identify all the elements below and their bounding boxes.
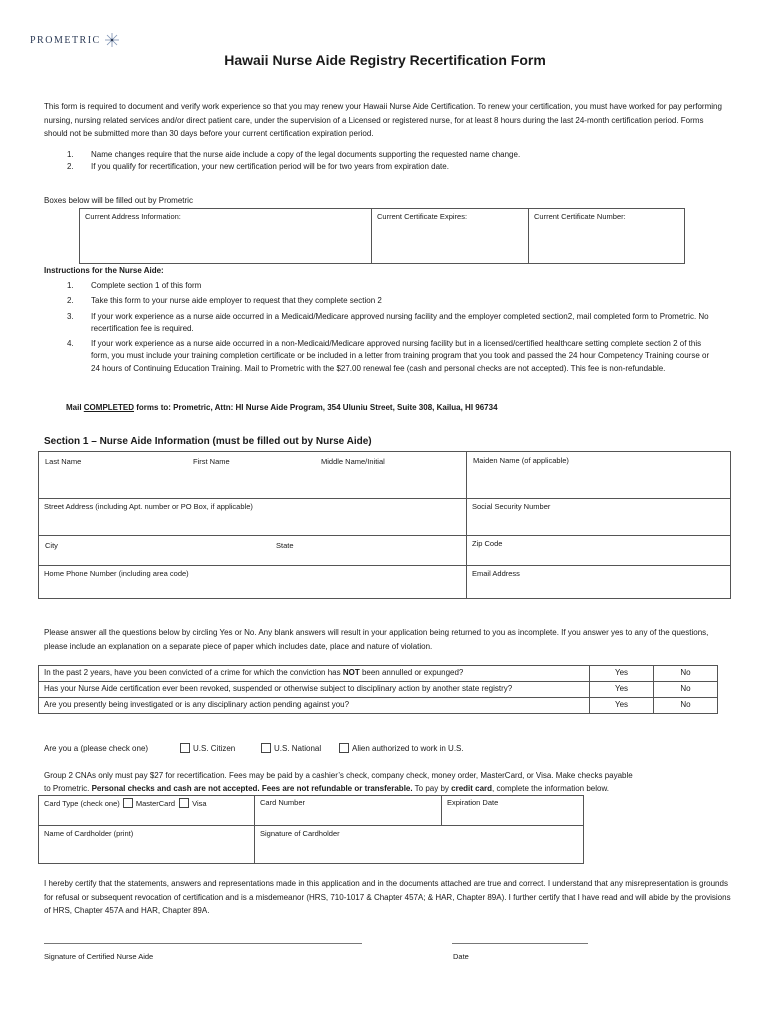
current-address-box[interactable] <box>80 209 372 264</box>
question-3: Are you presently being investigated or is any disciplinary action pending against you? <box>39 698 590 714</box>
signature-line[interactable] <box>44 943 362 944</box>
signature-label: Signature of Certified Nurse Aide <box>44 952 154 961</box>
visa-label: Visa <box>192 799 207 808</box>
visa-checkbox[interactable] <box>179 798 189 808</box>
list-item: 1. Name changes require that the nurse aide include a copy of the legal documents supporting the requested name change. <box>67 150 521 159</box>
city-field[interactable]: City <box>45 541 58 550</box>
us-national-label: U.S. National <box>274 743 322 753</box>
intro-paragraph: This form is required to document and verify work experience so that you may renew your Hawaii Nurse Aide Certification. To renew your certification, you must have worked for pay performing nursing, nursing related services and/or direct patient care, under the supervision of a Licensed or registered nurse, for at least 8 hours during the last 24-month certification period. Forms should not be submitted more than 30 days before your current certification expiration period. <box>44 102 722 138</box>
question-3-no[interactable]: No <box>654 698 718 714</box>
home-phone-field[interactable]: Home Phone Number (including area code) <box>39 566 467 599</box>
last-name-field[interactable]: Last Name <box>45 457 82 466</box>
us-national-checkbox[interactable] <box>261 743 271 753</box>
city-state-cell <box>39 536 467 566</box>
alien-authorized-label: Alien authorized to work in U.S. <box>352 743 464 753</box>
question-1-yes[interactable]: Yes <box>590 666 654 682</box>
name-cell <box>39 452 467 499</box>
section1-heading: Section 1 – Nurse Aide Information (must be filled out by Nurse Aide) <box>44 436 372 447</box>
email-field[interactable]: Email Address <box>467 566 731 599</box>
question-2-no[interactable]: No <box>654 682 718 698</box>
state-field[interactable]: State <box>276 541 294 550</box>
first-name-field[interactable]: First Name <box>193 457 230 466</box>
question-1: In the past 2 years, have you been convicted of a crime for which the conviction has NOT been annulled or expunged? <box>39 666 590 682</box>
mastercard-checkbox[interactable] <box>123 798 133 808</box>
certification-statement: I hereby certify that the statements, answers and representations made in this application and in the documents attached are true and correct. I understand that any misrepresentation is grounds for refusal or subsequent revocation of certification and is a misdemeanor (HRS, 710-1017 & Chapter 457A; & HAR, Chapter 89A). I further certify that I have read and will abide by the provisions of HRS, Chapter 457A and HAR, Chapter 89A. <box>44 879 731 915</box>
expiration-date-field[interactable]: Expiration Date <box>442 796 584 826</box>
instructions-heading: Instructions for the Nurse Aide: <box>44 266 164 275</box>
ssn-field[interactable]: Social Security Number <box>467 499 731 536</box>
questions-intro: Please answer all the questions below by circling Yes or No. Any blank answers will result in your application being returned to you as incomplete. If you answer yes to any of the questions, please include an explanation on a separate piece of paper which includes date, place and nature of violation. <box>44 628 709 651</box>
notes-list <box>66 149 706 174</box>
payment-line-2: to Prometric. Personal checks and cash are not accepted. Fees are not refundable or transferable. To pay by credit card, complete the information below. <box>44 783 609 793</box>
us-citizen-label: U.S. Citizen <box>193 743 236 753</box>
nurse-aide-info-table <box>38 451 731 599</box>
middle-name-field[interactable]: Middle Name/Initial <box>321 457 385 466</box>
cardholder-name-field[interactable]: Name of Cardholder (print) <box>39 826 255 864</box>
page-title: Hawaii Nurse Aide Registry Recertification Form <box>224 52 546 68</box>
prometric-star-icon <box>104 32 120 48</box>
current-address-label: Current Address Information: <box>85 212 181 221</box>
question-2-yes[interactable]: Yes <box>590 682 654 698</box>
date-label: Date <box>453 952 469 961</box>
current-expires-box[interactable] <box>372 209 529 264</box>
current-number-label: Current Certificate Number: <box>534 212 626 221</box>
cardholder-signature-field[interactable]: Signature of Cardholder <box>255 826 584 864</box>
instructions-list <box>66 280 716 375</box>
question-1-no[interactable]: No <box>654 666 718 682</box>
street-address-field[interactable]: Street Address (including Apt. number or PO Box, if applicable) <box>39 499 467 536</box>
citizenship-row <box>44 743 464 753</box>
mastercard-label: MasterCard <box>135 799 176 808</box>
card-number-field[interactable]: Card Number <box>255 796 442 826</box>
citizenship-label: Are you a (please check one) <box>44 743 149 753</box>
questions-table <box>38 665 718 714</box>
card-type-cell <box>39 796 255 826</box>
list-item: 3. If your work experience as a nurse aide occurred in a Medicaid/Medicare approved nursing facility and the employer completed section2, mail completed form to Prometric. No recertification fee is required. <box>67 311 709 333</box>
list-item: 4. If your work experience as a nurse aide occurred in a non-Medicaid/Medicare approved nursing facility but in a licensed/certified healthcare setting complete section 2 of this form, you must include your training completion certificate or be included in a letter from training program that you took and passed the 24 hour Competency Training course or 24 hours of Continuing Education Training. Mail to Prometric with the $27.00 renewal fee (cash and personal checks are not accepted). This fee is non-refundable. <box>67 339 710 373</box>
card-type-label: Card Type (check one) <box>44 799 120 808</box>
maiden-name-field[interactable]: Maiden Name (of applicable) <box>467 452 731 499</box>
current-expires-label: Current Certificate Expires: <box>377 212 468 221</box>
alien-authorized-checkbox[interactable] <box>339 743 349 753</box>
payment-text <box>44 770 734 795</box>
logo-text: PROMETRIC <box>30 34 101 46</box>
payment-line-1: Group 2 CNAs only must pay $27 for recertification. Fees may be paid by a cashier’s check, company check, money order, MasterCard, or Visa. Make checks payable <box>44 771 633 780</box>
prometric-boxes-label: Boxes below will be filled out by Prometric <box>44 196 193 205</box>
list-item: 1. Complete section 1 of this form <box>67 281 202 290</box>
zip-field[interactable]: Zip Code <box>467 536 731 566</box>
question-2: Has your Nurse Aide certification ever been revoked, suspended or otherwise subject to disciplinary action by another state registry? <box>39 682 590 698</box>
list-item: 2. Take this form to your nurse aide employer to request that they complete section 2 <box>67 296 382 306</box>
mail-instructions: Mail COMPLETED forms to: Prometric, Attn: HI Nurse Aide Program, 354 Uluniu Street, Suite 308, Kailua, HI 96734 <box>66 403 498 412</box>
date-line[interactable] <box>452 943 588 944</box>
us-citizen-checkbox[interactable] <box>180 743 190 753</box>
prometric-boxes-table <box>79 208 685 264</box>
list-item: 2. If you qualify for recertification, your new certification period will be for two years from expiration date. <box>67 162 449 172</box>
question-3-yes[interactable]: Yes <box>590 698 654 714</box>
credit-card-table <box>38 795 584 864</box>
current-number-box[interactable] <box>529 209 685 264</box>
prometric-logo <box>30 32 120 48</box>
